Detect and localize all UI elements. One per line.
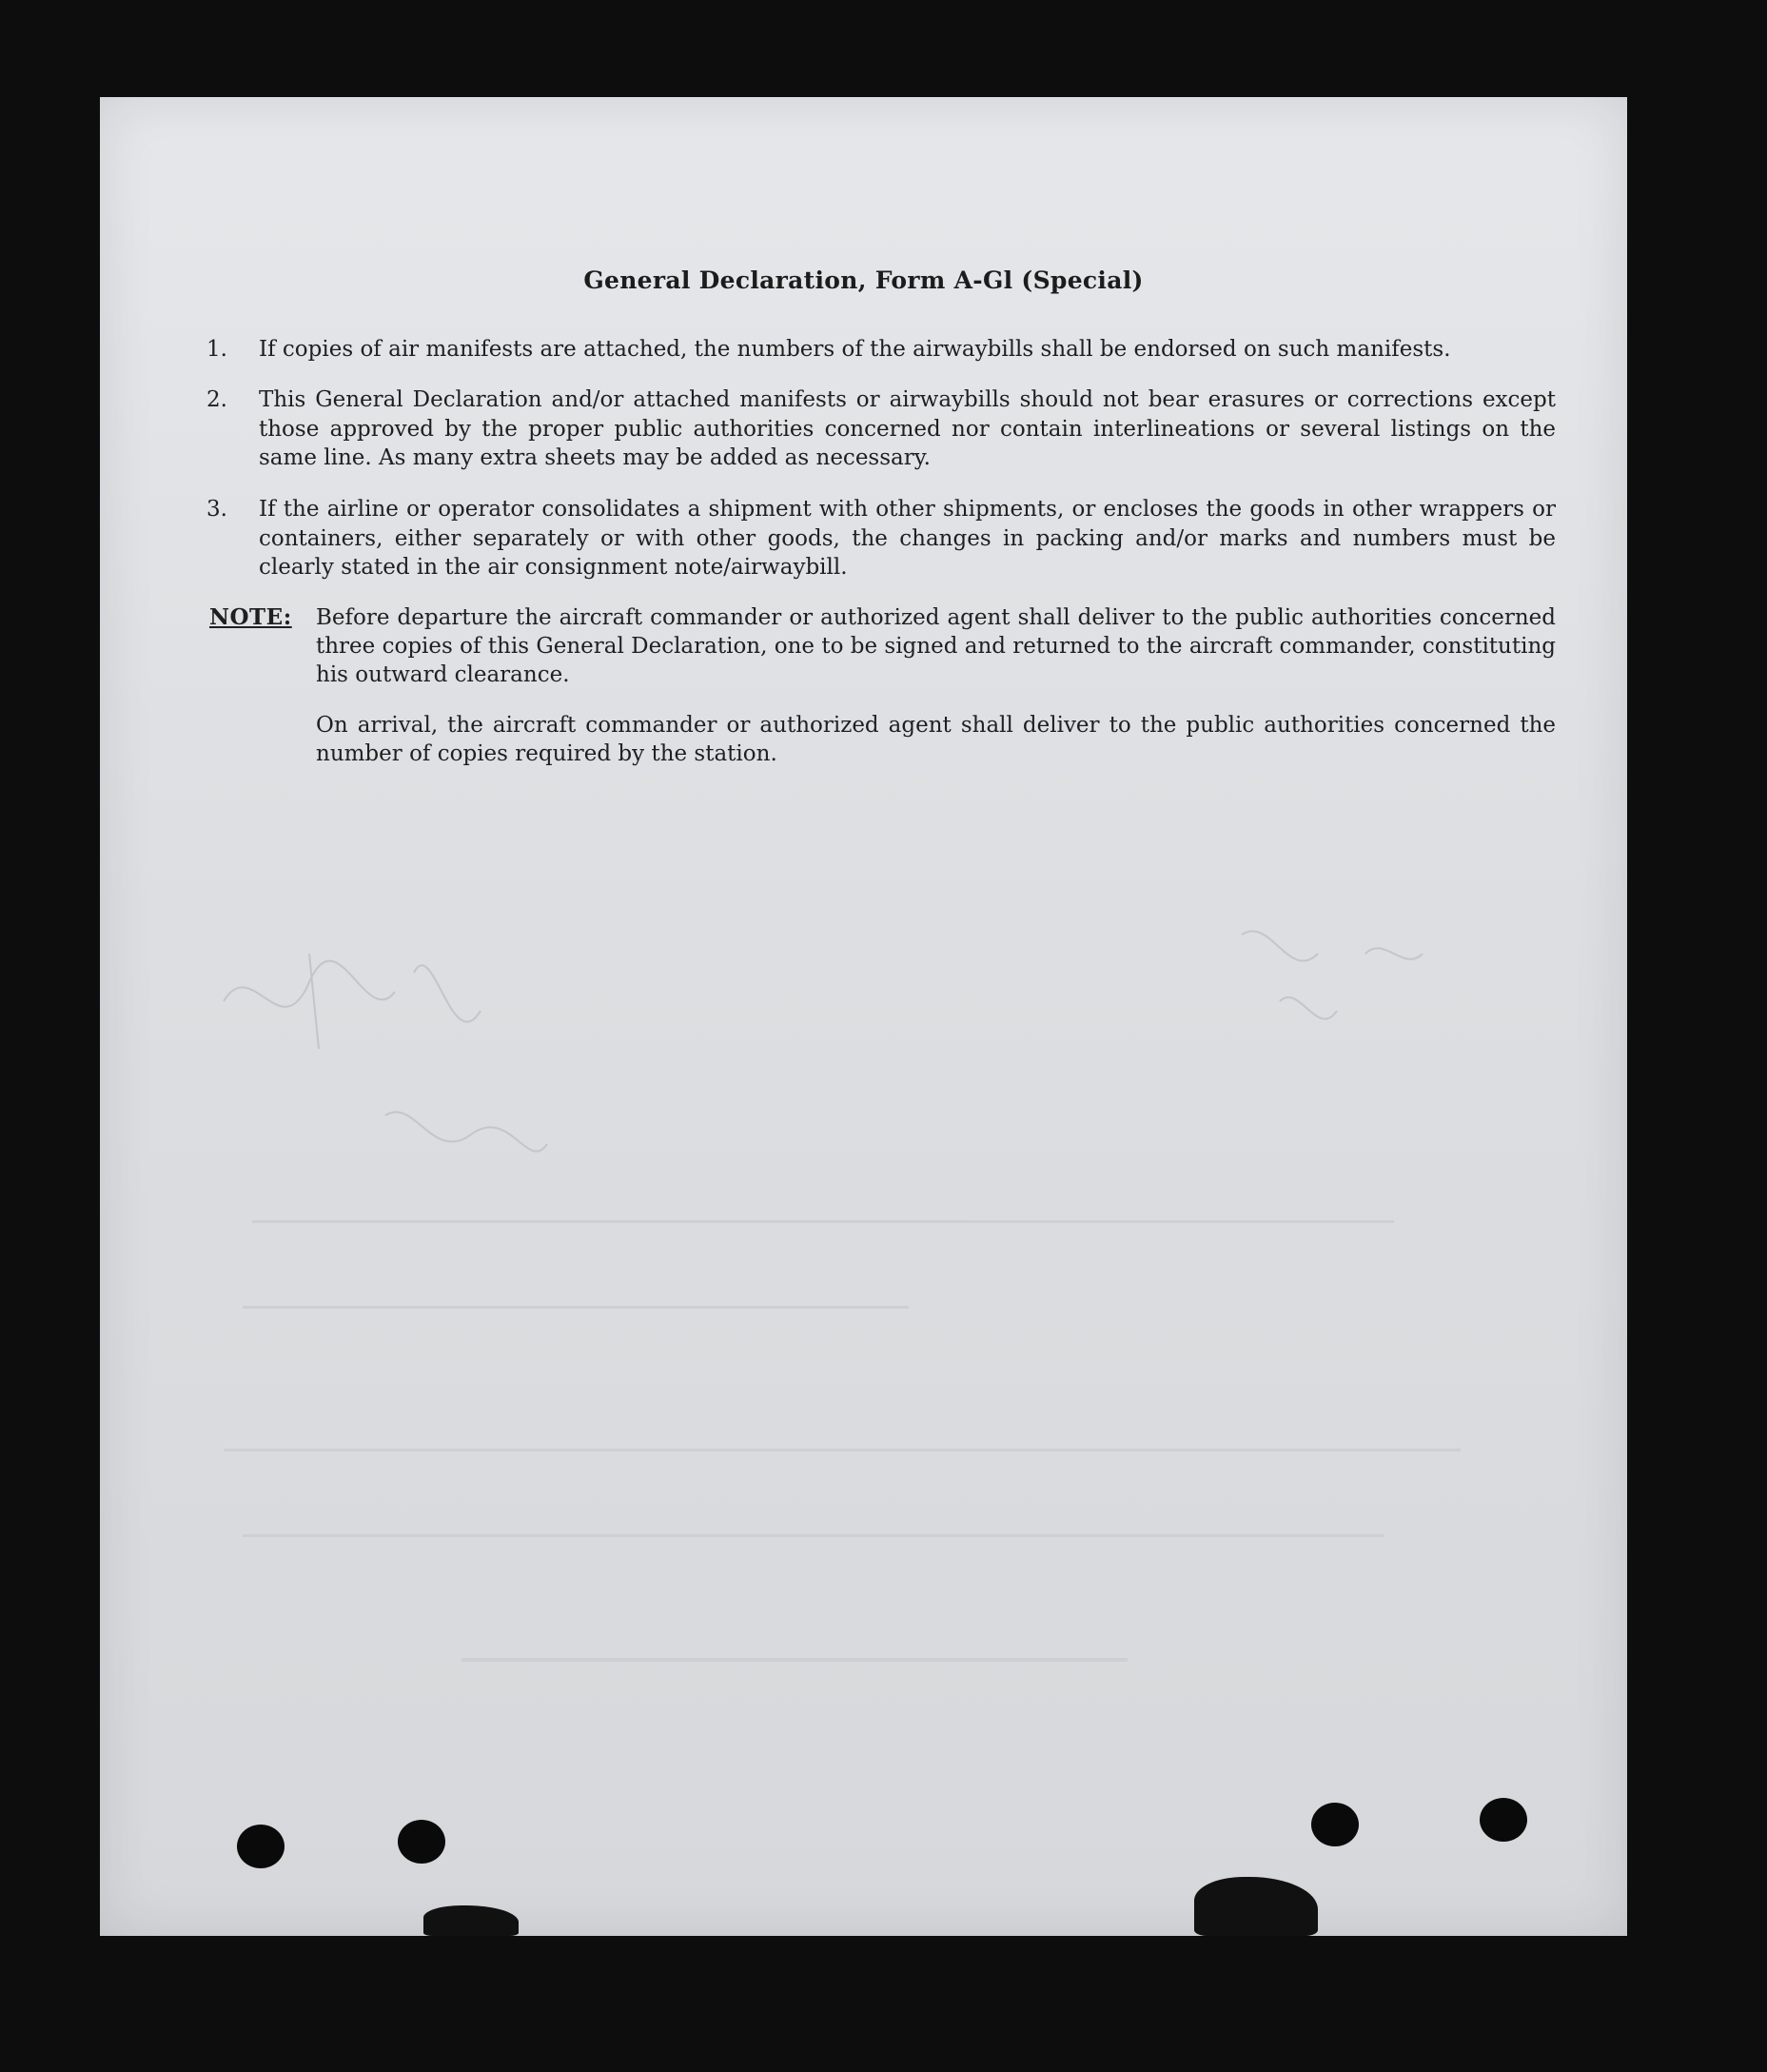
note-paragraph-2: On arrival, the aircraft commander or authorized agent shall deliver to the public authorities concerned the number of copies required by the station. — [316, 713, 1556, 766]
item-text: If copies of air manifests are attached, the numbers of the airwaybills shall be endorsed on such manifests. — [259, 337, 1451, 362]
item-number: 2. — [206, 387, 227, 412]
item-text: This General Declaration and/or attached manifests or airwaybills should not bear erasures or corrections except those approved by the proper public authorities concerned nor contain interlineations or several listings on the same line. As many extra sheets may be added as necessary. — [259, 387, 1556, 470]
document-page — [100, 97, 1627, 1936]
punch-hole — [398, 1820, 445, 1864]
ink-stain — [1194, 1877, 1318, 1936]
ink-stain — [423, 1905, 519, 1936]
note-block — [209, 603, 1556, 689]
punch-hole — [1311, 1803, 1359, 1846]
item-number: 1. — [206, 337, 227, 362]
instruction-item-2 — [206, 385, 1556, 473]
bleed-through-marks — [100, 97, 1627, 1936]
instruction-item-1 — [206, 335, 1556, 365]
punch-hole — [237, 1825, 285, 1868]
note-paragraph-1: Before departure the aircraft commander or authorized agent shall deliver to the public authorities concerned three copies of this General Declaration, one to be signed and returned to the aircraft commander, constituting his outward clearance. — [316, 605, 1556, 687]
instruction-item-3 — [206, 495, 1556, 582]
note-label: NOTE: — [209, 604, 292, 630]
item-text: If the airline or operator consolidates a shipment with other shipments, or encloses the goods in other wrappers or containers, either separately or with other goods, the changes in packing and/or marks and numbers must be clearly stated in the air consignment note/airwaybill. — [259, 497, 1556, 580]
item-number: 3. — [206, 497, 227, 522]
punch-hole — [1480, 1798, 1527, 1842]
page-title: General Declaration, Form A-Gl (Special) — [583, 266, 1144, 294]
